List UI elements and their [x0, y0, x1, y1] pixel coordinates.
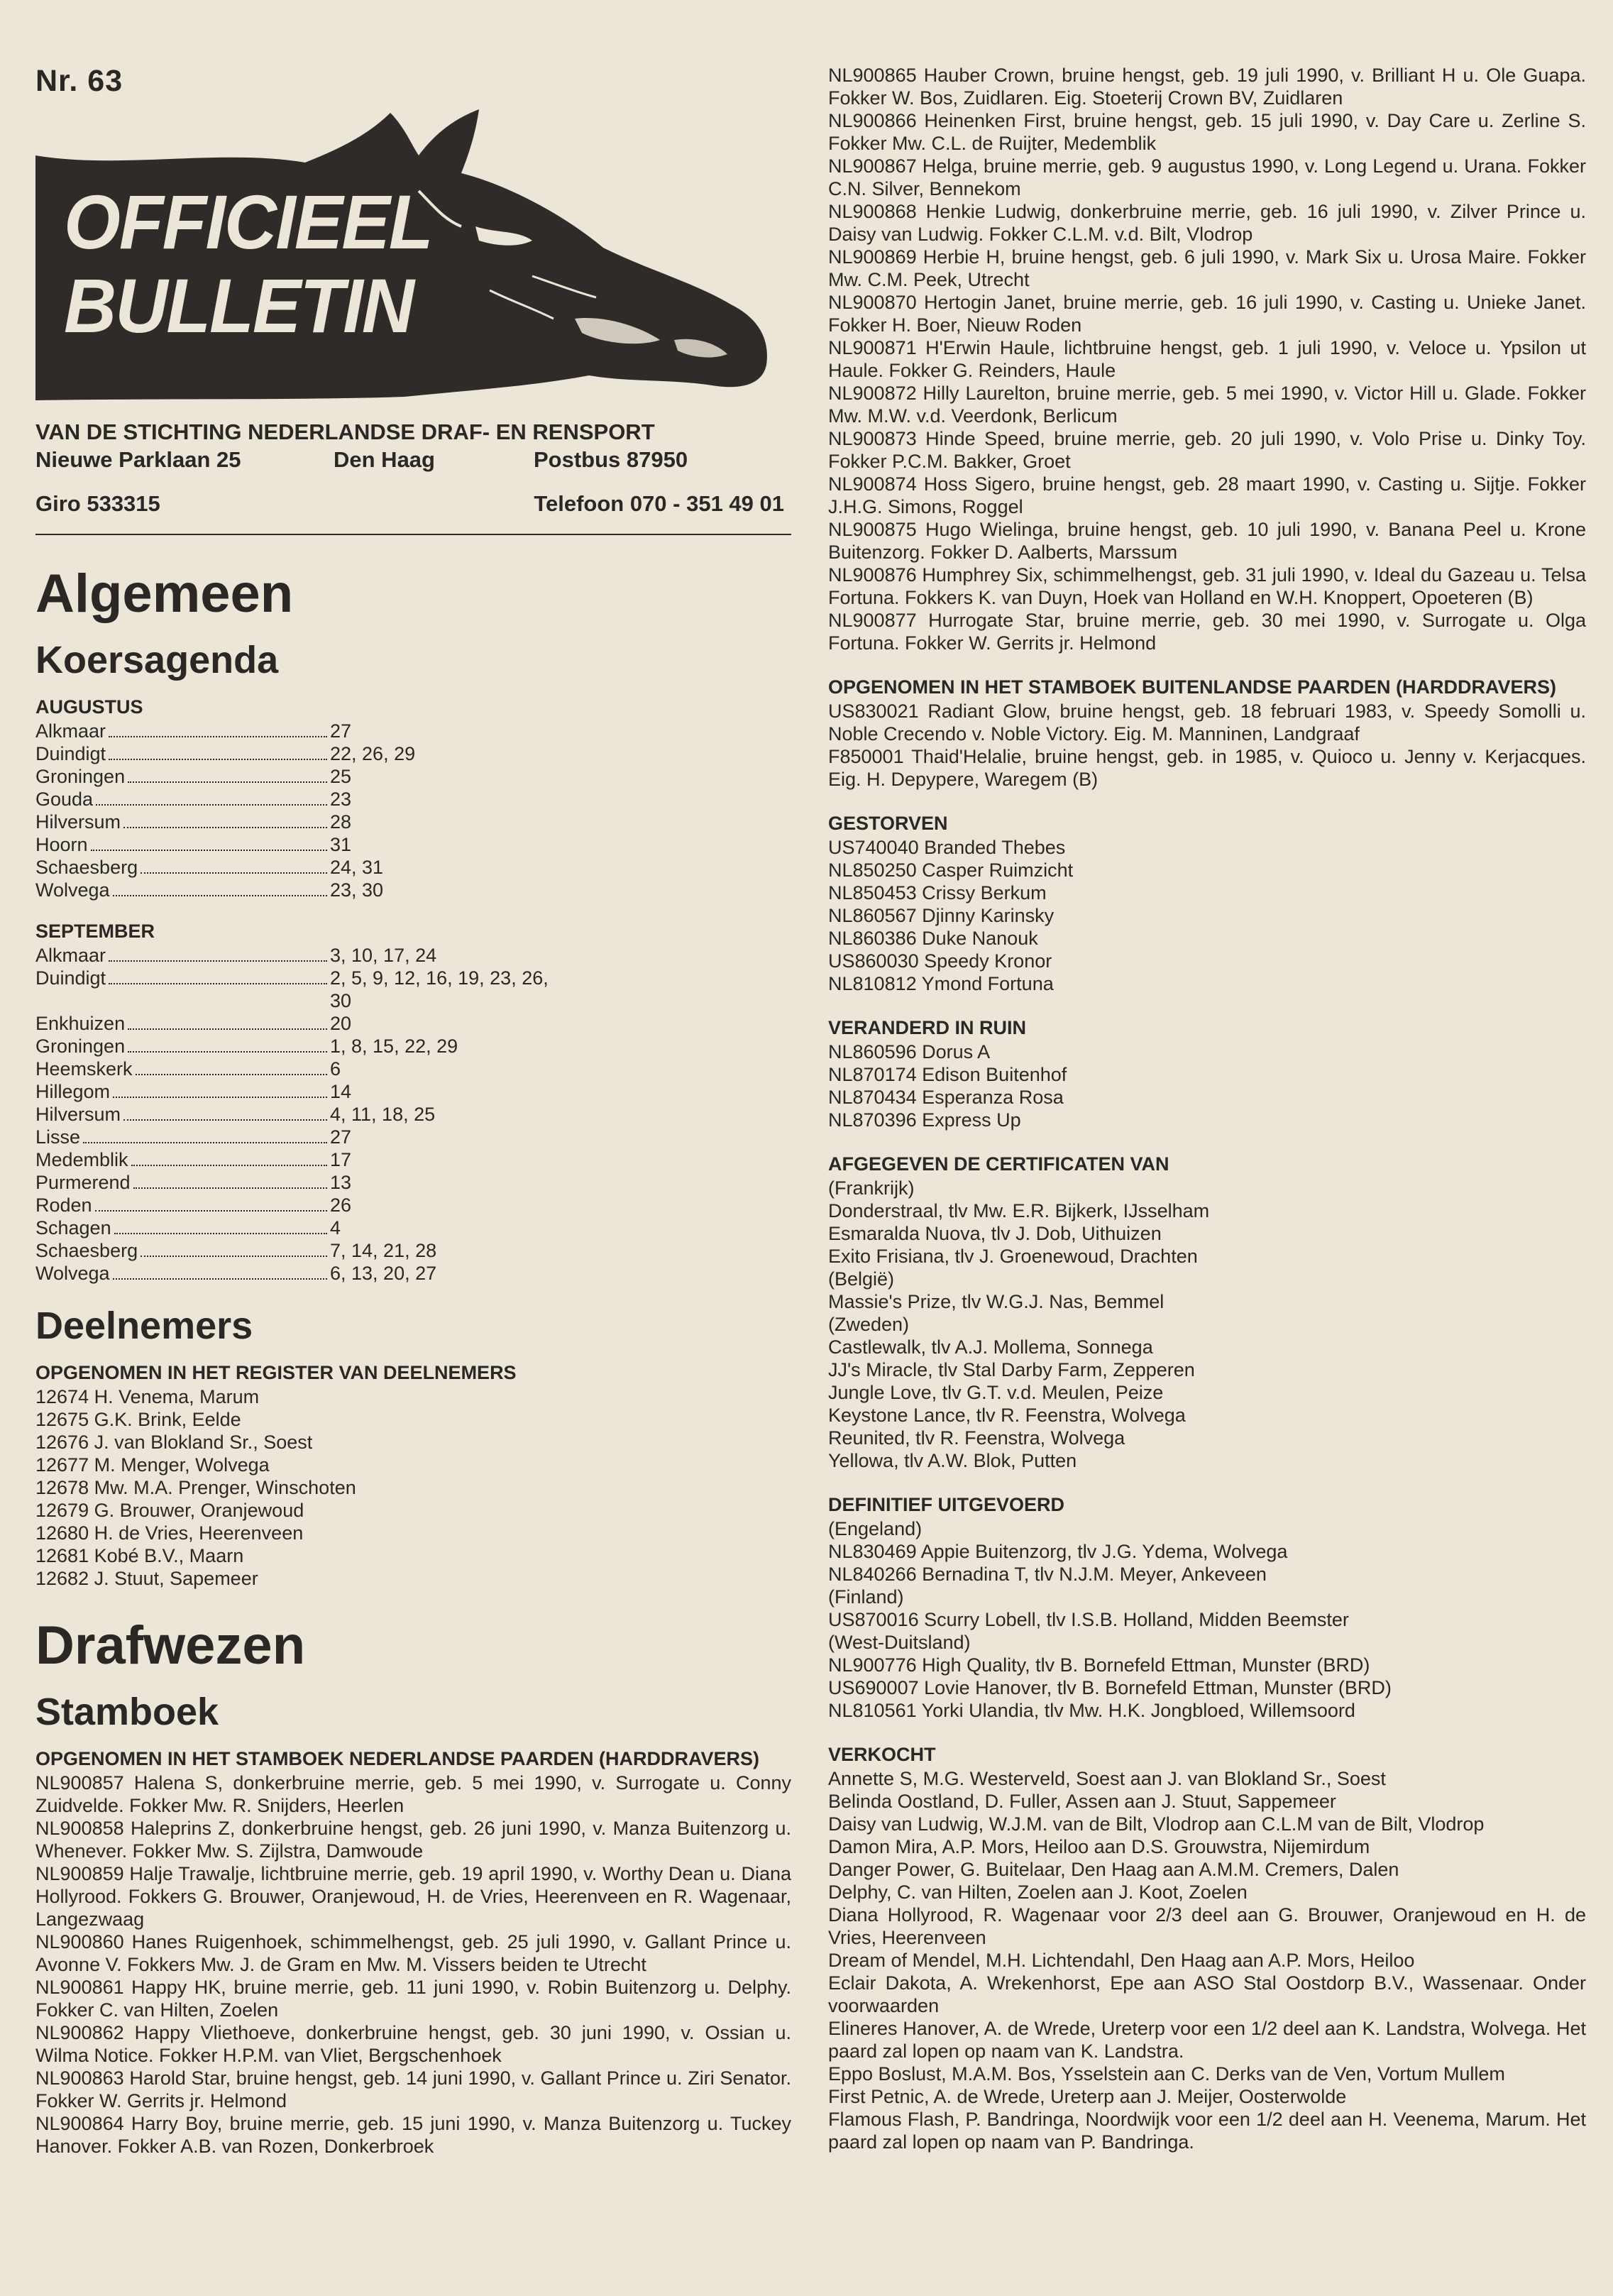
agenda-row [35, 967, 554, 1012]
agenda-dates: 7, 14, 21, 28 [330, 1240, 437, 1261]
certificaat-item: (Zweden) [828, 1314, 910, 1335]
agenda-row [35, 1148, 554, 1171]
verkocht-item: Delphy, C. van Hilten, Zoelen aan J. Koot, Zoelen [828, 1882, 1248, 1903]
gestorven-item: US740040 Branded Thebes [828, 837, 1066, 858]
agenda-place: Roden [35, 1194, 92, 1216]
verkocht-item: Annette S, M.G. Westerveld, Soest aan J. van Blokland Sr., Soest [828, 1768, 1386, 1789]
dot-leader [133, 1187, 327, 1189]
agenda-row [35, 1058, 554, 1080]
agenda-row [35, 1216, 554, 1239]
dot-leader [96, 804, 327, 806]
veranderd-item: NL870174 Edison Buitenhof [828, 1064, 1067, 1085]
header-divider [35, 534, 791, 535]
stamboek-entry: NL900868 Henkie Ludwig, donkerbruine merrie, geb. 16 juli 1990, v. Zilver Prince u. Daisy van Ludwig. Fokker C.L.M. v.d. Bilt, Vlodrop [828, 201, 1586, 245]
stamboek-entry: NL900876 Humphrey Six, schimmelhengst, geb. 31 juli 1990, v. Ideal du Gazeau u. Telsa Fortuna. Fokkers K. van Duyn, Hoek van Holland en W.H. Knoppert, Opoeteren (B) [828, 564, 1586, 608]
stamboek-entry: NL900869 Herbie H, bruine hengst, geb. 6 juli 1990, v. Mark Six u. Urosa Maire. Fokker Mw. C.M. Peek, Utrecht [828, 246, 1586, 290]
stamboek-buitenland-list [828, 700, 1586, 791]
stamboek-entry: NL900875 Hugo Wielinga, bruine hengst, geb. 10 juli 1990, v. Banana Peel u. Krone Buitenzorg. Fokker D. Aalberts, Marssum [828, 519, 1586, 563]
verkocht-item: Eppo Boslust, M.A.M. Bos, Ysselstein aan C. Derks van de Ven, Vortum Mullem [828, 2063, 1505, 2084]
stamboek-entry: NL900863 Harold Star, bruine hengst, geb. 14 juni 1990, v. Gallant Prince u. Ziri Senator. Fokker W. Gerrits jr. Helmond [35, 2067, 791, 2111]
section-title-drafwezen: Drafwezen [35, 1615, 306, 1676]
verkocht-item: Belinda Oostland, D. Fuller, Assen aan J. Stuut, Sappemeer [828, 1791, 1336, 1812]
definitief-item: US870016 Scurry Lobell, tlv I.S.B. Holland, Midden Beemster [828, 1609, 1349, 1630]
dot-leader [128, 1051, 327, 1053]
gestorven-item: NL860567 Djinny Karinsky [828, 905, 1055, 926]
certificaat-item: Exito Frisiana, tlv J. Groenewoud, Drachten [828, 1246, 1198, 1267]
deelnemer-item: 12677 M. Menger, Wolvega [35, 1454, 270, 1476]
publisher-name: VAN DE STICHTING NEDERLANDSE DRAF- EN RENSPORT [35, 419, 655, 444]
agenda-place: Duindigt [35, 967, 106, 989]
phone-number: Telefoon 070 - 351 49 01 [534, 491, 784, 516]
logo-line-1: OFFICIEEL [64, 179, 432, 265]
agenda-place: Schaesberg [35, 857, 138, 878]
agenda-place: Purmerend [35, 1172, 131, 1193]
agenda-place: Heemskerk [35, 1058, 133, 1080]
definitief-item: (West-Duitsland) [828, 1632, 971, 1653]
certificaat-item: Reunited, tlv R. Feenstra, Wolvega [828, 1427, 1125, 1449]
agenda-row [35, 1035, 554, 1058]
agenda-dates: 22, 26, 29 [330, 743, 416, 764]
gestorven-item: NL860386 Duke Nanouk [828, 928, 1038, 949]
agenda-place: Groningen [35, 1036, 126, 1057]
dot-leader [123, 1119, 327, 1121]
definitief-heading: DEFINITIEF UITGEVOERD [828, 1494, 1065, 1515]
stamboek-entry: NL900861 Happy HK, bruine merrie, geb. 11 juni 1990, v. Robin Buitenzorg u. Delphy. Fokker C. van Hilten, Zoelen [35, 1977, 791, 2021]
gestorven-heading: GESTORVEN [828, 813, 948, 834]
agenda-dates: 23, 30 [330, 879, 384, 901]
agenda-row [35, 788, 554, 811]
certificaat-item: (België) [828, 1268, 895, 1290]
section-title-algemeen: Algemeen [35, 564, 294, 624]
right-column [828, 64, 1586, 2153]
agenda-place: Hilversum [35, 1104, 121, 1125]
agenda-dates: 23 [330, 789, 352, 810]
stamboek-entry: NL900874 Hoss Sigero, bruine hengst, geb. 28 maart 1990, v. Casting u. Sijtje. Fokker J.H.G. Simons, Roggel [828, 473, 1586, 517]
agenda-dates: 20 [330, 1013, 352, 1034]
deelnemer-item: 12678 Mw. M.A. Prenger, Winschoten [35, 1477, 356, 1498]
agenda-row [35, 1103, 554, 1126]
publisher-contact [35, 491, 791, 517]
dot-leader [109, 759, 327, 760]
agenda-place: Hillegom [35, 1081, 111, 1102]
certificaat-item: Keystone Lance, tlv R. Feenstra, Wolvega [828, 1405, 1186, 1426]
stamboek-entry: NL900873 Hinde Speed, bruine merrie, geb. 20 juli 1990, v. Volo Prise u. Dinky Toy. Fokker P.C.M. Bakker, Groet [828, 428, 1586, 472]
dot-leader [128, 1028, 327, 1030]
dot-leader [109, 736, 327, 737]
deelnemer-item: 12679 G. Brouwer, Oranjewoud [35, 1500, 304, 1521]
agenda-row [35, 742, 554, 765]
race-calendar [35, 696, 791, 1285]
agenda-dates: 27 [330, 720, 352, 742]
buitenland-entry: US830021 Radiant Glow, bruine hengst, geb. 18 februari 1983, v. Speedy Somolli u. Noble Crecendo v. Noble Victory. Eig. M. Manninen, Landgraaf [828, 701, 1586, 745]
agenda-place: Wolvega [35, 879, 110, 901]
stamboek-entry: NL900858 Haleprins Z, donkerbruine hengst, geb. 26 juni 1990, v. Manza Buitenzorg u. Whenever. Fokker Mw. S. Zijlstra, Damwoude [35, 1818, 791, 1862]
certificaat-item: (Frankrijk) [828, 1177, 915, 1199]
gestorven-item: NL850250 Casper Ruimzicht [828, 859, 1074, 881]
stamboek-entry: NL900867 Helga, bruine merrie, geb. 9 augustus 1990, v. Long Legend u. Urana. Fokker C.N. Silver, Bennekom [828, 155, 1586, 199]
deelnemers-list [35, 1385, 791, 1590]
verkocht-list [828, 1767, 1586, 2153]
agenda-place: Alkmaar [35, 720, 106, 742]
stamboek-entry: NL900857 Halena S, donkerbruine merrie, geb. 5 mei 1990, v. Surrogate u. Conny Zuidvelde. Fokker Mw. R. Snijders, Heerlen [35, 1772, 791, 1816]
verkocht-item: Danger Power, G. Buitelaar, Den Haag aan A.M.M. Cremers, Dalen [828, 1859, 1399, 1880]
certificaat-item: Massie's Prize, tlv W.G.J. Nas, Bemmel [828, 1291, 1165, 1312]
subsection-title-koersagenda: Koersagenda [35, 639, 279, 681]
deelnemer-item: 12680 H. de Vries, Heerenveen [35, 1522, 304, 1544]
deelnemers-register-heading: OPGENOMEN IN HET REGISTER VAN DEELNEMERS [35, 1362, 517, 1383]
stamboek-entry: NL900859 Halje Trawalje, lichtbruine merrie, geb. 19 april 1990, v. Worthy Dean u. Diana Hollyrood. Fokkers G. Brouwer, Oranjewoud, H. de Vries, Heerenveen en R. Wagenaar, Langezwaag [35, 1863, 791, 1930]
agenda-row [35, 1194, 554, 1216]
definitief-list [828, 1517, 1586, 1722]
veranderd-item: NL860596 Dorus A [828, 1041, 991, 1062]
verkocht-item: Eclair Dakota, A. Wrekenhorst, Epe aan ASO Stal Oostdorp B.V., Wassenaar. Onder voorwaarden [828, 1972, 1586, 2016]
deelnemer-item: 12675 G.K. Brink, Eelde [35, 1409, 241, 1430]
agenda-dates: 25 [330, 766, 352, 787]
dot-leader [95, 1210, 327, 1212]
definitief-item: NL900776 High Quality, tlv B. Bornefeld Ettman, Munster (BRD) [828, 1654, 1370, 1676]
dot-leader [113, 1278, 327, 1280]
definitief-item: NL810561 Yorki Ulandia, tlv Mw. H.K. Jongbloed, Willemsoord [828, 1700, 1355, 1721]
agenda-dates: 27 [330, 1126, 352, 1148]
stamboek-entry: NL900862 Happy Vliethoeve, donkerbruine hengst, geb. 30 juni 1990, v. Ossian u. Wilma Notice. Fokker H.P.M. van Vliet, Bergschenhoek [35, 2022, 791, 2066]
agenda-row [35, 720, 554, 742]
publisher-city: Den Haag [334, 447, 435, 472]
agenda-dates: 3, 10, 17, 24 [330, 945, 437, 966]
deelnemer-item: 12676 J. van Blokland Sr., Soest [35, 1432, 313, 1453]
agenda-dates: 6, 13, 20, 27 [330, 1263, 437, 1284]
gestorven-item: US860030 Speedy Kronor [828, 950, 1052, 972]
agenda-month-heading: AUGUSTUS [35, 696, 143, 718]
agenda-place: Medemblik [35, 1149, 128, 1170]
definitief-item: (Engeland) [828, 1518, 923, 1539]
agenda-dates: 14 [330, 1081, 352, 1102]
certificaat-item: Yellowa, tlv A.W. Blok, Putten [828, 1450, 1077, 1471]
agenda-row [35, 811, 554, 833]
agenda-dates: 1, 8, 15, 22, 29 [330, 1036, 458, 1057]
agenda-dates: 2, 5, 9, 12, 16, 19, 23, 26, 30 [330, 967, 549, 1011]
verkocht-item: Elineres Hanover, A. de Wrede, Ureterp voor een 1/2 deel aan K. Landstra, Wolvega. Het paard zal lopen op naam van K. Landstra. [828, 2018, 1586, 2062]
stamboek-entry: NL900870 Hertogin Janet, bruine merrie, geb. 16 juli 1990, v. Casting u. Unieke Janet. Fokker H. Boer, Nieuw Roden [828, 292, 1586, 336]
dot-leader [128, 781, 327, 783]
stamboek-entry: NL900864 Harry Boy, bruine merrie, geb. 15 juni 1990, v. Manza Buitenzorg u. Tuckey Hanover. Fokker A.B. van Rozen, Donkerbroek [35, 2113, 791, 2157]
agenda-row [35, 1171, 554, 1194]
stamboek-buitenland-heading: OPGENOMEN IN HET STAMBOEK BUITENLANDSE PAARDEN (HARDDRAVERS) [828, 676, 1557, 698]
verkocht-item: Dream of Mendel, M.H. Lichtendahl, Den Haag aan A.P. Mors, Heiloo [828, 1950, 1415, 1971]
logo-title [64, 180, 432, 348]
agenda-row [35, 944, 554, 967]
stamboek-entry: NL900871 H'Erwin Haule, lichtbruine hengst, geb. 1 juli 1990, v. Veloce u. Ypsilon ut Haule. Fokker G. Reinders, Haule [828, 337, 1586, 381]
agenda-place: Alkmaar [35, 945, 106, 966]
agenda-row [35, 833, 554, 856]
veranderd-item: NL870396 Express Up [828, 1109, 1021, 1131]
certificaat-item: Donderstraal, tlv Mw. E.R. Bijkerk, IJsselham [828, 1200, 1210, 1221]
dot-leader [83, 1142, 327, 1143]
dot-leader [109, 960, 327, 962]
stamboek-nl-heading: OPGENOMEN IN HET STAMBOEK NEDERLANDSE PAARDEN (HARDDRAVERS) [35, 1748, 760, 1769]
certificaat-item: Castlewalk, tlv A.J. Mollema, Sonnega [828, 1336, 1153, 1358]
agenda-place: Gouda [35, 789, 94, 810]
agenda-row [35, 1262, 554, 1285]
stamboek-entries-right [828, 64, 1586, 654]
veranderd-heading: VERANDERD IN RUIN [828, 1017, 1027, 1038]
verkocht-item: Damon Mira, A.P. Mors, Heiloo aan D.S. Grouwstra, Nijemirdum [828, 1836, 1370, 1857]
stamboek-entry: NL900865 Hauber Crown, bruine hengst, geb. 19 juli 1990, v. Brilliant H u. Ole Guapa. Fokker W. Bos, Zuidlaren. Eig. Stoeterij Crown BV, Zuidlaren [828, 65, 1586, 109]
agenda-dates: 26 [330, 1194, 352, 1216]
verkocht-heading: VERKOCHT [828, 1744, 936, 1765]
dot-leader [113, 895, 327, 896]
deelnemer-item: 12682 J. Stuut, Sapemeer [35, 1568, 258, 1589]
agenda-row [35, 765, 554, 788]
stamboek-entries-left [35, 1772, 791, 2158]
agenda-place: Hoorn [35, 834, 88, 855]
publisher-street: Nieuwe Parklaan 25 [35, 447, 241, 472]
agenda-row [35, 1126, 554, 1148]
veranderd-item: NL870434 Esperanza Rosa [828, 1087, 1064, 1108]
subsection-title-deelnemers: Deelnemers [35, 1304, 253, 1347]
dot-leader [109, 983, 327, 984]
agenda-row [35, 856, 554, 879]
dot-leader [131, 1165, 327, 1166]
dot-leader [141, 872, 327, 874]
subsection-title-stamboek: Stamboek [35, 1691, 219, 1733]
verkocht-item: Daisy van Ludwig, W.J.M. van de Bilt, Vlodrop aan C.L.M van de Bilt, Vlodrop [828, 1813, 1485, 1835]
dot-leader [114, 1233, 327, 1234]
agenda-place: Groningen [35, 766, 126, 787]
dot-leader [123, 827, 327, 828]
dot-leader [91, 850, 327, 851]
agenda-dates: 28 [330, 811, 352, 833]
agenda-month-heading: SEPTEMBER [35, 921, 155, 942]
dot-leader [136, 1074, 327, 1075]
deelnemer-item: 12674 H. Venema, Marum [35, 1386, 260, 1407]
agenda-dates: 4, 11, 18, 25 [330, 1104, 436, 1125]
agenda-row [35, 879, 554, 901]
left-column [35, 64, 791, 2158]
agenda-place: Hilversum [35, 811, 121, 833]
verkocht-item: First Petnic, A. de Wrede, Ureterp aan J. Meijer, Oosterwolde [828, 2086, 1347, 2107]
agenda-dates: 24, 31 [330, 857, 384, 878]
gestorven-item: NL850453 Crissy Berkum [828, 882, 1047, 903]
bulletin-logo [35, 106, 774, 404]
definitief-item: NL840266 Bernadina T, tlv N.J.M. Meyer, Ankeveen [828, 1564, 1267, 1585]
verkocht-item: Flamous Flash, P. Bandringa, Noordwijk voor een 1/2 deel aan H. Veenema, Marum. Het paard zal lopen op naam van P. Bandringa. [828, 2109, 1586, 2153]
buitenland-entry: F850001 Thaid'Helalie, bruine hengst, geb. in 1985, v. Quioco u. Jenny v. Kerjacques. Eig. H. Depypere, Waregem (B) [828, 746, 1586, 790]
gestorven-list [828, 836, 1586, 995]
certificaten-heading: AFGEGEVEN DE CERTIFICATEN VAN [828, 1153, 1169, 1175]
agenda-row [35, 1080, 554, 1103]
gestorven-item: NL810812 Ymond Fortuna [828, 973, 1054, 994]
agenda-place: Wolvega [35, 1263, 110, 1284]
publisher-postbus: Postbus 87950 [534, 447, 688, 472]
agenda-dates: 13 [330, 1172, 352, 1193]
publisher-address [35, 446, 791, 473]
agenda-row [35, 1239, 554, 1262]
logo-line-2: BULLETIN [64, 263, 414, 348]
stamboek-entry: NL900872 Hilly Laurelton, bruine merrie, geb. 5 mei 1990, v. Victor Hill u. Glade. Fokker Mw. M.W. v.d. Veerdonk, Berlicum [828, 383, 1586, 427]
agenda-place: Schagen [35, 1217, 111, 1238]
agenda-dates: 17 [330, 1149, 352, 1170]
definitief-item: NL830469 Appie Buitenzorg, tlv J.G. Ydema, Wolvega [828, 1541, 1288, 1562]
agenda-place: Lisse [35, 1126, 81, 1148]
stamboek-entry: NL900866 Heinenken First, bruine hengst, geb. 15 juli 1990, v. Day Care u. Zerline S. Fokker Mw. C.L. de Ruijter, Medemblik [828, 110, 1586, 154]
stamboek-entry: NL900860 Hanes Ruigenhoek, schimmelhengst, geb. 25 juli 1990, v. Gallant Prince u. Avonne V. Fokkers Mw. J. de Gram en Mw. M. Vissers beiden te Utrecht [35, 1931, 791, 1975]
verkocht-item: Diana Hollyrood, R. Wagenaar voor 2/3 deel aan G. Brouwer, Oranjewoud en H. de Vries, Heerenveen [828, 1904, 1586, 1948]
certificaat-item: Esmaralda Nuova, tlv J. Dob, Uithuizen [828, 1223, 1162, 1244]
certificaat-item: Jungle Love, tlv G.T. v.d. Meulen, Peize [828, 1382, 1164, 1403]
agenda-dates: 6 [330, 1058, 341, 1080]
definitief-item: (Finland) [828, 1586, 904, 1608]
issue-number: Nr. 63 [35, 64, 123, 98]
certificaten-list [828, 1177, 1586, 1472]
veranderd-list [828, 1040, 1586, 1131]
stamboek-entry: NL900877 Hurrogate Star, bruine merrie, geb. 30 mei 1990, v. Surrogate u. Olga Fortuna. Fokker W. Gerrits jr. Helmond [828, 610, 1586, 654]
giro-number: Giro 533315 [35, 491, 160, 516]
dot-leader [141, 1256, 327, 1257]
deelnemer-item: 12681 Kobé B.V., Maarn [35, 1545, 244, 1566]
agenda-row [35, 1012, 554, 1035]
dot-leader [113, 1097, 327, 1098]
certificaat-item: JJ's Miracle, tlv Stal Darby Farm, Zepperen [828, 1359, 1195, 1380]
definitief-item: US690007 Lovie Hanover, tlv B. Bornefeld Ettman, Munster (BRD) [828, 1677, 1392, 1698]
agenda-place: Schaesberg [35, 1240, 138, 1261]
agenda-place: Enkhuizen [35, 1013, 126, 1034]
agenda-dates: 4 [330, 1217, 341, 1238]
agenda-place: Duindigt [35, 743, 106, 764]
agenda-dates: 31 [330, 834, 352, 855]
